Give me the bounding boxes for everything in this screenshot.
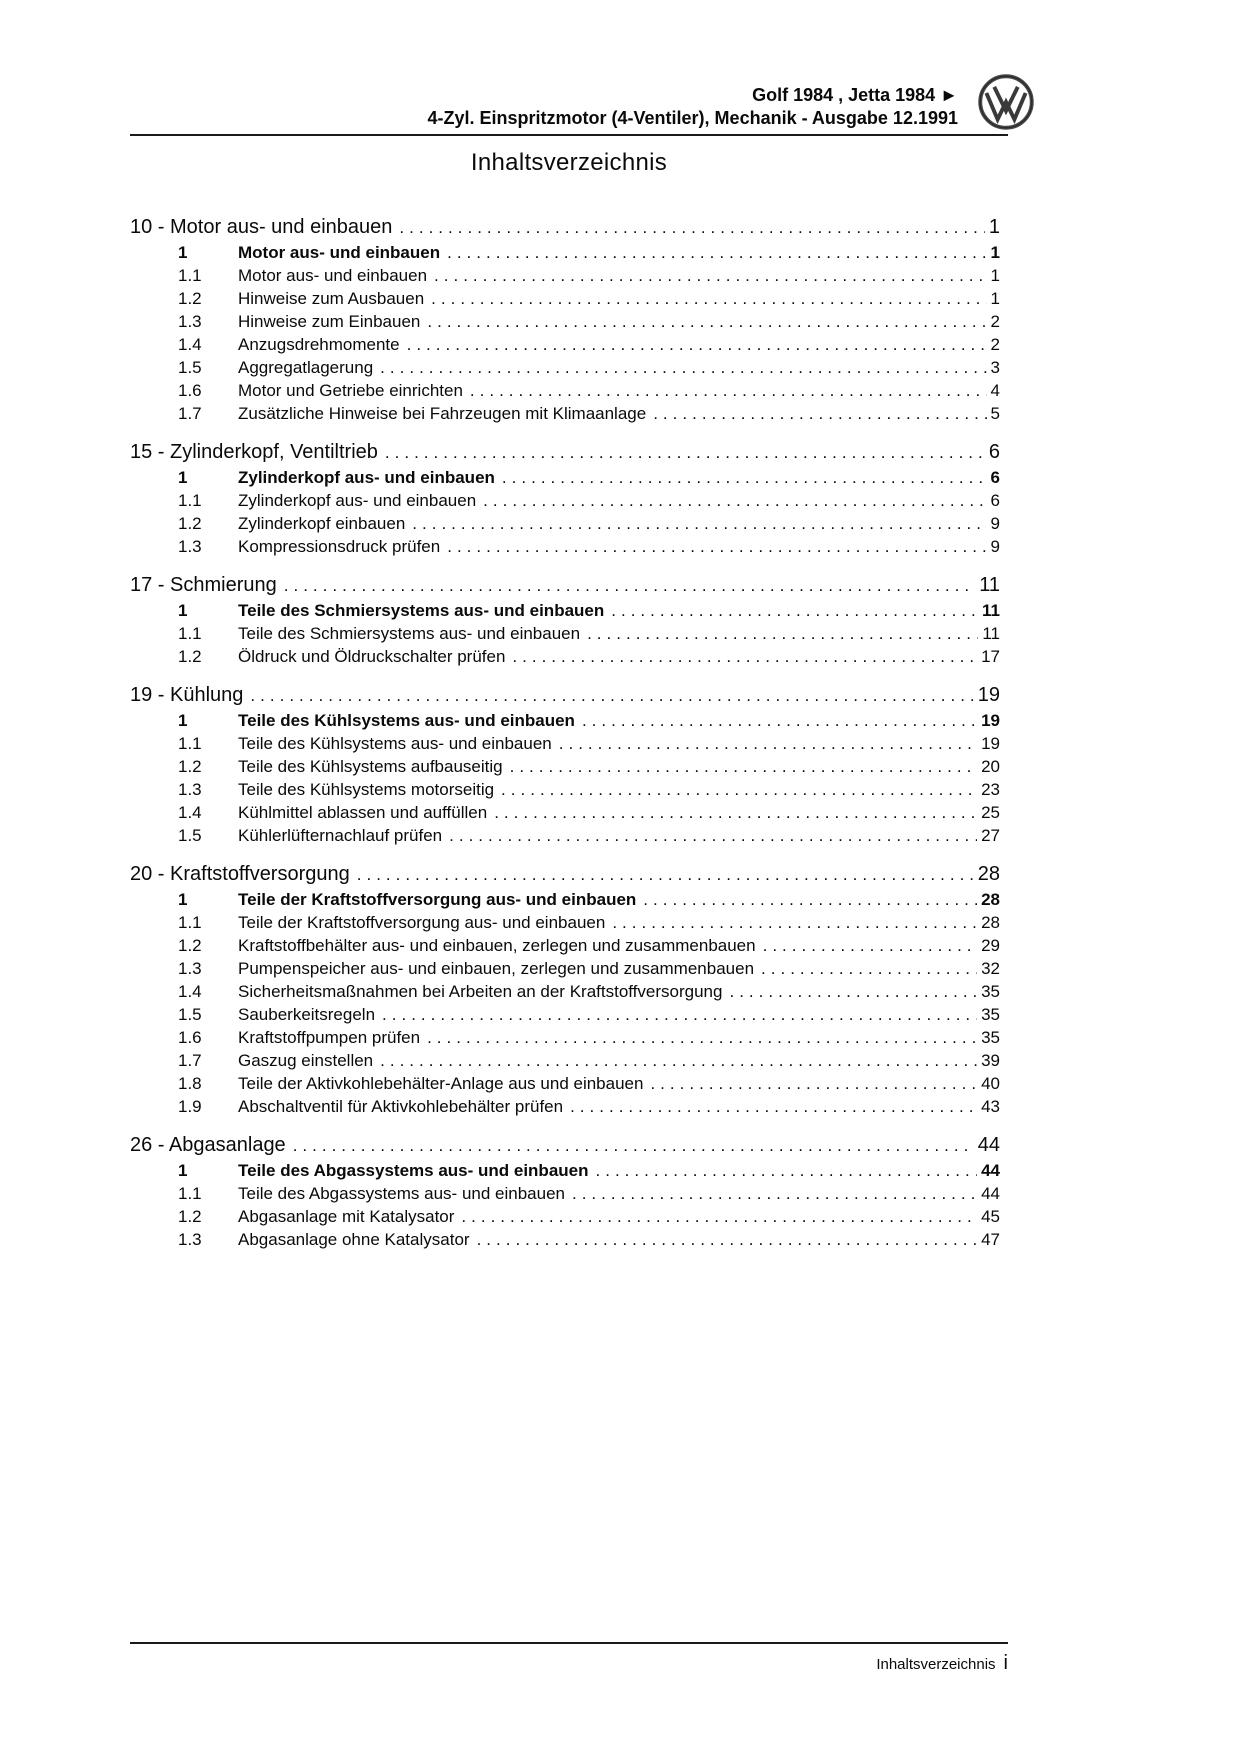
toc-entry-number: 1.5 <box>178 358 202 377</box>
toc-entry-title: Abschaltventil für Aktivkohlebehälter prüfen <box>238 1097 564 1116</box>
dot-leader <box>399 214 984 241</box>
toc-entry-title: Teile des Abgassystems aus- und einbauen <box>238 1161 589 1180</box>
toc-entry-number: 1.2 <box>178 647 202 666</box>
toc-entry-title: Teile der Kraftstoffversorgung aus- und einbauen <box>238 890 637 909</box>
dot-leader <box>729 980 977 1003</box>
dot-leader <box>477 1228 978 1251</box>
toc-entry-number: 1.4 <box>178 803 202 822</box>
dot-leader <box>380 1049 977 1072</box>
toc-section-page: 1 <box>988 216 1000 238</box>
toc-entry-number: 1.3 <box>178 1230 202 1249</box>
toc-entry <box>130 1228 1000 1251</box>
toc-entry-title: Teile des Abgassystems aus- und einbauen <box>238 1184 565 1203</box>
toc-entry-number: 1.7 <box>178 1051 202 1070</box>
toc-section <box>130 861 1000 1118</box>
toc-entry-number: 1 <box>178 890 188 909</box>
toc-entry <box>130 264 1000 287</box>
toc-entry-page: 35 <box>981 982 1000 1001</box>
dot-leader <box>357 861 974 888</box>
toc-entry-title: Gaszug einstellen <box>238 1051 374 1070</box>
toc-entry-page: 47 <box>981 1230 1000 1249</box>
toc-entry-title: Aggregatlagerung <box>238 358 374 377</box>
toc-entry <box>130 379 1000 402</box>
toc-section-page: 44 <box>977 1134 1000 1156</box>
toc-entry <box>130 1003 1000 1026</box>
toc-entry-page: 29 <box>981 936 1000 955</box>
toc-entry-title: Abgasanlage mit Katalysator <box>238 1207 455 1226</box>
toc-entry <box>130 1159 1000 1182</box>
toc-entry-number: 1 <box>178 601 188 620</box>
toc-entry-title: Kühlmittel ablassen und auffüllen <box>238 803 488 822</box>
toc-entry-number: 1.5 <box>178 826 202 845</box>
toc-entry-number: 1.4 <box>178 335 202 354</box>
toc-entry-page: 27 <box>981 826 1000 845</box>
dot-leader <box>449 824 977 847</box>
toc-entry-page: 44 <box>981 1184 1000 1203</box>
toc-entry-number: 1.1 <box>178 734 202 753</box>
toc-entry-number: 1.1 <box>178 624 202 643</box>
toc-entry-title: Teile des Schmiersystems aus- und einbauen <box>238 624 581 643</box>
toc-entry <box>130 732 1000 755</box>
toc-entry-title: Öldruck und Öldruckschalter prüfen <box>238 647 506 666</box>
toc-entry-title: Zylinderkopf aus- und einbauen <box>238 468 495 487</box>
toc-entry <box>130 489 1000 512</box>
toc-entry-title: Teile der Kraftstoffversorgung aus- und einbauen <box>238 913 606 932</box>
toc-section-page: 28 <box>977 863 1000 885</box>
dot-leader <box>501 778 977 801</box>
toc-entry-page: 19 <box>981 711 1000 730</box>
toc-entry-title: Hinweise zum Ausbauen <box>238 289 425 308</box>
dot-leader <box>434 264 987 287</box>
toc-entry-page: 28 <box>981 913 1000 932</box>
toc-entry <box>130 755 1000 778</box>
dot-leader <box>427 1026 977 1049</box>
page-header <box>130 84 1008 130</box>
toc-section <box>130 1132 1000 1251</box>
footer-page-number: i <box>1003 1652 1008 1674</box>
toc-entry-page: 23 <box>981 780 1000 799</box>
toc-entry <box>130 535 1000 558</box>
toc-entry-page: 3 <box>990 358 1000 377</box>
toc-entry-number: 1.3 <box>178 537 202 556</box>
toc-section-title: 15 - Zylinderkopf, Ventiltrieb <box>130 441 378 463</box>
toc-entry-page: 5 <box>990 404 1000 423</box>
toc-entry-page: 35 <box>981 1028 1000 1047</box>
toc-entry <box>130 287 1000 310</box>
toc-entry-page: 1 <box>990 243 1000 262</box>
toc-section-title: 20 - Kraftstoffversorgung <box>130 863 350 885</box>
toc-entry-title: Kraftstoffpumpen prüfen <box>238 1028 421 1047</box>
toc-entry <box>130 709 1000 732</box>
toc-entry-title: Teile des Schmiersystems aus- und einbauen <box>238 601 605 620</box>
toc-entry-page: 40 <box>981 1074 1000 1093</box>
dot-leader <box>431 287 986 310</box>
toc-entry-number: 1.6 <box>178 381 202 400</box>
toc-entry-title: Teile des Kühlsystems aus- und einbauen <box>238 711 575 730</box>
toc-entry <box>130 402 1000 425</box>
dot-leader <box>653 402 986 425</box>
toc-entry-page: 25 <box>981 803 1000 822</box>
dot-leader <box>483 489 986 512</box>
toc-entry-title: Sauberkeitsregeln <box>238 1005 376 1024</box>
dot-leader <box>412 512 986 535</box>
toc-entry-number: 1.3 <box>178 780 202 799</box>
toc-entry <box>130 1049 1000 1072</box>
toc-entry-number: 1.1 <box>178 266 202 285</box>
toc-section-page: 11 <box>979 574 1000 596</box>
toc-section-heading <box>130 682 1000 709</box>
toc-entry-page: 17 <box>981 647 1000 666</box>
toc-entry-title: Motor aus- und einbauen <box>238 243 441 262</box>
toc-entry-page: 39 <box>981 1051 1000 1070</box>
toc-entry-title: Kraftstoffbehälter aus- und einbauen, zerlegen und zusammenbauen <box>238 936 756 955</box>
toc-section-title: 19 - Kühlung <box>130 684 244 706</box>
toc-entry <box>130 824 1000 847</box>
dot-leader <box>250 682 973 709</box>
toc-section-heading <box>130 439 1000 466</box>
dot-leader <box>470 379 987 402</box>
toc-entry-title: Abgasanlage ohne Katalysator <box>238 1230 470 1249</box>
dot-leader <box>382 1003 977 1026</box>
toc-entry-title: Zylinderkopf aus- und einbauen <box>238 491 477 510</box>
page-title: Inhaltsverzeichnis <box>470 149 668 176</box>
toc-section-heading <box>130 214 1000 241</box>
toc-entry-title: Kühlerlüfternachlauf prüfen <box>238 826 443 845</box>
dot-leader <box>643 888 977 911</box>
toc-entry <box>130 622 1000 645</box>
toc-section-heading <box>130 572 1000 599</box>
toc-entry <box>130 645 1000 668</box>
toc-entry-page: 6 <box>990 468 1000 487</box>
toc-entry <box>130 911 1000 934</box>
toc-entry-page: 6 <box>990 491 1000 510</box>
toc-section-title: 10 - Motor aus- und einbauen <box>130 216 393 238</box>
toc-entry-number: 1 <box>178 1161 188 1180</box>
toc-entry-title: Teile des Kühlsystems motorseitig <box>238 780 495 799</box>
footer-rule <box>130 1642 1008 1644</box>
toc-entry <box>130 888 1000 911</box>
toc <box>130 214 1008 1251</box>
dot-leader <box>447 535 986 558</box>
toc-entry-page: 20 <box>981 757 1000 776</box>
toc-entry-number: 1.1 <box>178 1184 202 1203</box>
dot-leader <box>380 356 986 379</box>
toc-section-title: 26 - Abgasanlage <box>130 1134 286 1156</box>
toc-entry-number: 1.2 <box>178 1207 202 1226</box>
toc-entry <box>130 1072 1000 1095</box>
toc-entry <box>130 466 1000 489</box>
toc-entry <box>130 310 1000 333</box>
toc-section-page: 6 <box>988 441 1000 463</box>
dot-leader <box>763 934 977 957</box>
toc-entry-title: Anzugsdrehmomente <box>238 335 400 354</box>
toc-entry-number: 1.3 <box>178 959 202 978</box>
toc-entry-page: 11 <box>982 624 1000 643</box>
toc-entry-number: 1 <box>178 711 188 730</box>
dot-leader <box>510 755 977 778</box>
toc-section-page: 19 <box>977 684 1000 706</box>
toc-entry-title: Teile des Kühlsystems aus- und einbauen <box>238 734 552 753</box>
toc-entry-page: 44 <box>981 1161 1000 1180</box>
toc-entry-number: 1 <box>178 468 188 487</box>
toc-entry <box>130 356 1000 379</box>
toc-entry-title: Motor und Getriebe einrichten <box>238 381 463 400</box>
toc-section <box>130 439 1000 558</box>
toc-entry-page: 9 <box>990 537 1000 556</box>
footer-label: Inhaltsverzeichnis <box>876 1656 996 1673</box>
dot-leader <box>572 1182 977 1205</box>
toc-entry <box>130 1026 1000 1049</box>
toc-entry-number: 1.3 <box>178 312 202 331</box>
toc-entry-title: Teile des Kühlsystems aufbauseitig <box>238 757 503 776</box>
dot-leader <box>611 599 978 622</box>
toc-entry-number: 1.4 <box>178 982 202 1001</box>
toc-entry <box>130 957 1000 980</box>
toc-entry-number: 1.2 <box>178 936 202 955</box>
toc-section-heading <box>130 861 1000 888</box>
toc-entry-title: Zylinderkopf einbauen <box>238 514 406 533</box>
toc-entry-title: Pumpenspeicher aus- und einbauen, zerlegen und zusammenbauen <box>238 959 755 978</box>
toc-entry <box>130 934 1000 957</box>
header-subtitle-line: 4-Zyl. Einspritzmotor (4-Ventiler), Mechanik - Ausgabe 12.1991 <box>427 108 958 128</box>
toc-entry <box>130 1182 1000 1205</box>
dot-leader <box>761 957 977 980</box>
toc-entry-title: Motor aus- und einbauen <box>238 266 428 285</box>
toc-entry-number: 1.2 <box>178 514 202 533</box>
toc-section <box>130 682 1000 847</box>
toc-entry <box>130 1205 1000 1228</box>
dot-leader <box>570 1095 977 1118</box>
toc-entry-title: Hinweise zum Einbauen <box>238 312 421 331</box>
toc-entry-number: 1.6 <box>178 1028 202 1047</box>
toc-entry-page: 4 <box>990 381 1000 400</box>
dot-leader <box>612 911 977 934</box>
dot-leader <box>447 241 986 264</box>
toc-entry-title: Zusätzliche Hinweise bei Fahrzeugen mit Klimaanlage <box>238 404 647 423</box>
toc-entry <box>130 778 1000 801</box>
toc-entry-number: 1.9 <box>178 1097 202 1116</box>
dot-leader <box>587 622 978 645</box>
toc-section-title: 17 - Schmierung <box>130 574 277 596</box>
vw-logo-icon <box>978 74 1034 130</box>
toc-entry-title: Kompressionsdruck prüfen <box>238 537 441 556</box>
dot-leader <box>385 439 985 466</box>
toc-section-heading <box>130 1132 1000 1159</box>
dot-leader <box>502 466 987 489</box>
dot-leader <box>293 1132 974 1159</box>
toc-entry-number: 1.2 <box>178 289 202 308</box>
toc-entry-title: Teile der Aktivkohlebehälter-Anlage aus und einbauen <box>238 1074 644 1093</box>
toc-section <box>130 572 1000 668</box>
toc-entry-number: 1.2 <box>178 757 202 776</box>
toc-entry-number: 1.5 <box>178 1005 202 1024</box>
toc-entry <box>130 801 1000 824</box>
toc-entry-number: 1 <box>178 243 188 262</box>
toc-entry-page: 1 <box>990 289 1000 308</box>
toc-entry-page: 32 <box>981 959 1000 978</box>
dot-leader <box>407 333 987 356</box>
dot-leader <box>559 732 977 755</box>
toc-entry-page: 11 <box>982 601 1000 620</box>
dot-leader <box>284 572 975 599</box>
toc-entry-page: 43 <box>981 1097 1000 1116</box>
toc-entry-number: 1.8 <box>178 1074 202 1093</box>
toc-entry-page: 45 <box>981 1207 1000 1226</box>
header-rule <box>130 134 1008 136</box>
toc-entry-page: 19 <box>981 734 1000 753</box>
dot-leader <box>461 1205 977 1228</box>
toc-entry <box>130 980 1000 1003</box>
toc-entry-number: 1.1 <box>178 913 202 932</box>
toc-entry-page: 2 <box>990 335 1000 354</box>
toc-entry <box>130 241 1000 264</box>
toc-entry-page: 35 <box>981 1005 1000 1024</box>
dot-leader <box>596 1159 978 1182</box>
toc-entry-number: 1.7 <box>178 404 202 423</box>
toc-entry <box>130 599 1000 622</box>
toc-entry <box>130 1095 1000 1118</box>
header-model-line: Golf 1984 , Jetta 1984 ► <box>752 85 958 105</box>
toc-entry <box>130 333 1000 356</box>
toc-entry-page: 1 <box>990 266 1000 285</box>
toc-entry <box>130 512 1000 535</box>
toc-entry-page: 28 <box>981 890 1000 909</box>
toc-entry-number: 1.1 <box>178 491 202 510</box>
toc-section <box>130 214 1000 425</box>
toc-entry-page: 9 <box>990 514 1000 533</box>
dot-leader <box>650 1072 977 1095</box>
dot-leader <box>494 801 977 824</box>
toc-entry-title: Sicherheitsmaßnahmen bei Arbeiten an der Kraftstoffversorgung <box>238 982 723 1001</box>
dot-leader <box>427 310 986 333</box>
dot-leader <box>582 709 977 732</box>
page-footer <box>130 1650 1008 1678</box>
dot-leader <box>512 645 977 668</box>
toc-entry-page: 2 <box>990 312 1000 331</box>
